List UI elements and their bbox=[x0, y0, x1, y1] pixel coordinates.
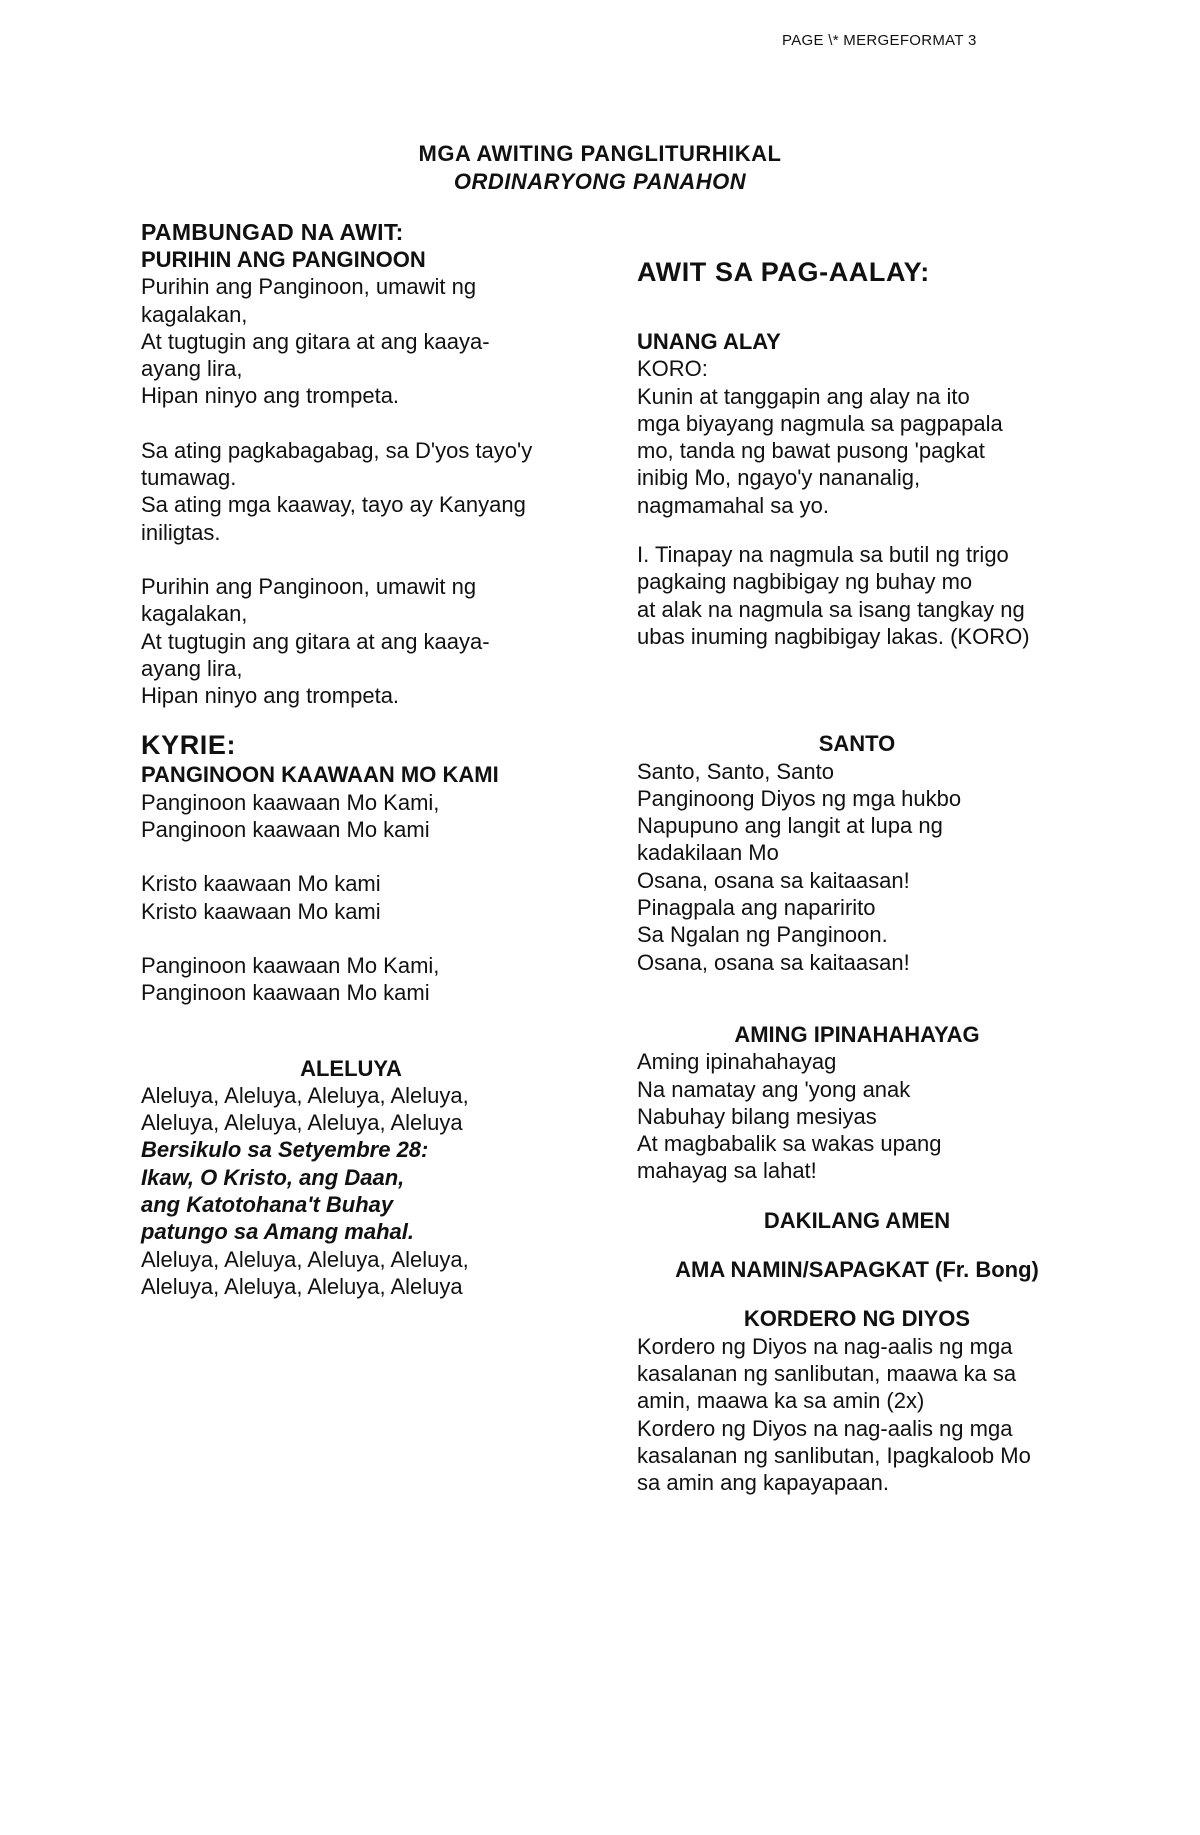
lyric-line: Kunin at tanggapin ang alay na ito bbox=[637, 383, 970, 409]
lyric-line: Panginoon kaawaan Mo kami bbox=[141, 817, 430, 843]
lyric-line: kasalanan ng sanlibutan, Ipagkaloob Mo bbox=[637, 1442, 1031, 1468]
section-title: KORDERO NG DIYOS bbox=[743, 1306, 971, 1332]
section-title: PAMBUNGAD NA AWIT: bbox=[141, 219, 404, 245]
lyric-line: Hipan ninyo ang trompeta. bbox=[141, 683, 400, 709]
lyric-line: Aleluya, Aleluya, Aleluya, Aleluya, bbox=[141, 1246, 469, 1272]
title-line-1: MGA AWITING PANGLITURHIKAL bbox=[418, 141, 782, 166]
lyrics bbox=[637, 1048, 1077, 1184]
lyric-line: Santo, Santo, Santo bbox=[637, 758, 834, 784]
section-title: KYRIE: bbox=[141, 730, 237, 761]
lyrics bbox=[637, 383, 1077, 519]
lyric-line: mo, tanda ng bawat pusong 'pagkat bbox=[637, 438, 985, 464]
lyric-line: Aleluya, Aleluya, Aleluya, Aleluya, bbox=[141, 1082, 469, 1108]
section-title: AWIT SA PAG-AALAY: bbox=[637, 257, 930, 287]
lyric-line: Ikaw, O Kristo, ang Daan, bbox=[141, 1164, 405, 1190]
song-title: PURIHIN ANG PANGINOON bbox=[141, 247, 426, 272]
song-title: UNANG ALAY bbox=[637, 329, 781, 354]
koro-label: KORO: bbox=[637, 356, 708, 382]
lyric-line: inibig Mo, ngayo'y nananalig, bbox=[637, 465, 921, 491]
lyric-line: Panginoon kaawaan Mo Kami, bbox=[141, 789, 440, 815]
section-dakilang-amen: DAKILANG AMEN bbox=[763, 1207, 951, 1233]
lyric-line: Na namatay ang 'yong anak bbox=[637, 1076, 911, 1102]
lyric-line: kasalanan ng sanlibutan, maawa ka sa bbox=[637, 1360, 1017, 1386]
stanza-gap bbox=[141, 410, 561, 437]
lyric-line: kagalakan, bbox=[141, 301, 248, 327]
lyric-line: ayang lira, bbox=[141, 655, 243, 681]
lyrics bbox=[637, 1333, 1077, 1497]
lyric-line: At tugtugin ang gitara at ang kaaya- bbox=[141, 328, 490, 354]
left-column bbox=[141, 218, 561, 1300]
lyrics bbox=[141, 1246, 561, 1301]
lyrics bbox=[141, 789, 561, 1007]
lyric-line: Aleluya, Aleluya, Aleluya, Aleluya bbox=[141, 1110, 463, 1136]
lyric-line: Panginoon kaawaan Mo Kami, bbox=[141, 952, 440, 978]
right-column bbox=[637, 218, 1077, 1496]
stanza-gap bbox=[141, 925, 561, 952]
lyric-line: mga biyayang nagmula sa pagpapala bbox=[637, 410, 1003, 436]
lyric-line: kadakilaan Mo bbox=[637, 840, 779, 866]
section-kyrie bbox=[141, 729, 561, 1006]
lyric-line: mahayag sa lahat! bbox=[637, 1158, 817, 1184]
verse bbox=[141, 1136, 561, 1245]
lyric-line: kagalakan, bbox=[141, 601, 248, 627]
section-ama-namin: AMA NAMIN/SAPAGKAT (Fr. Bong) bbox=[675, 1257, 1039, 1283]
stanza-gap bbox=[141, 843, 561, 870]
lyric-line: Purihin ang Panginoon, umawit ng bbox=[141, 274, 477, 300]
lyric-line: Osana, osana sa kaitaasan! bbox=[637, 949, 910, 975]
lyric-line: iniligtas. bbox=[141, 519, 221, 545]
lyrics bbox=[637, 541, 1077, 650]
section-pambungad bbox=[141, 218, 561, 709]
lyric-line: Sa ating pagkabagabag, sa D'yos tayo'y bbox=[141, 437, 533, 463]
lyric-line: Purihin ang Panginoon, umawit ng bbox=[141, 573, 477, 599]
section-aleluya bbox=[141, 1055, 561, 1301]
lyric-line: Sa ating mga kaaway, tayo ay Kanyang bbox=[141, 492, 526, 518]
lyric-line: Napupuno ang langit at lupa ng bbox=[637, 813, 943, 839]
lyric-line: Panginoong Diyos ng mga hukbo bbox=[637, 785, 962, 811]
lyric-line: Kristo kaawaan Mo kami bbox=[141, 871, 381, 897]
lyric-line: Hipan ninyo ang trompeta. bbox=[141, 383, 400, 409]
lyric-line: Osana, osana sa kaitaasan! bbox=[637, 867, 910, 893]
lyric-line: sa amin ang kapayapaan. bbox=[637, 1470, 889, 1496]
stanza-gap bbox=[141, 546, 561, 573]
lyric-line: Aming ipinahahayag bbox=[637, 1049, 837, 1075]
section-aming bbox=[637, 1021, 1077, 1185]
lyric-line: ubas inuming nagbibigay lakas. (KORO) bbox=[637, 623, 1030, 649]
lyric-line: tumawag. bbox=[141, 465, 237, 491]
lyric-line: nagmamahal sa yo. bbox=[637, 492, 829, 518]
song-title: PANGINOON KAAWAAN MO KAMI bbox=[141, 762, 499, 788]
lyrics bbox=[637, 758, 1077, 976]
lyric-line: Pinagpala ang naparirito bbox=[637, 895, 876, 921]
lyric-line: at alak na nagmula sa isang tangkay ng bbox=[637, 596, 1025, 622]
section-santo bbox=[637, 730, 1077, 976]
lyric-line: pagkaing nagbibigay ng buhay mo bbox=[637, 569, 973, 595]
section-title: SANTO bbox=[818, 731, 896, 757]
lyric-line: I. Tinapay na nagmula sa butil ng trigo bbox=[637, 542, 1009, 568]
lyric-line: ayang lira, bbox=[141, 356, 243, 382]
lyrics bbox=[141, 273, 561, 709]
document-title bbox=[0, 140, 1200, 196]
lyric-line: Panginoon kaawaan Mo kami bbox=[141, 980, 430, 1006]
lyric-line: Aleluya, Aleluya, Aleluya, Aleluya bbox=[141, 1273, 463, 1299]
lyric-line: patungo sa Amang mahal. bbox=[141, 1219, 415, 1245]
lyric-line: ang Katotohana't Buhay bbox=[141, 1192, 394, 1218]
section-pagaalay bbox=[637, 218, 1077, 650]
lyric-line: Nabuhay bilang mesiyas bbox=[637, 1103, 877, 1129]
section-kordero bbox=[637, 1305, 1077, 1496]
lyric-line: At magbabalik sa wakas upang bbox=[637, 1131, 942, 1157]
lyric-line: Sa Ngalan ng Panginoon. bbox=[637, 922, 888, 948]
lyric-line: amin, maawa ka sa amin (2x) bbox=[637, 1388, 925, 1414]
section-title: ALELUYA bbox=[300, 1055, 402, 1081]
lyric-line: Kordero ng Diyos na nag-aalis ng mga bbox=[637, 1415, 1013, 1441]
lyric-line: Kristo kaawaan Mo kami bbox=[141, 898, 381, 924]
page-field-code: PAGE \* MERGEFORMAT 3 bbox=[782, 32, 977, 49]
section-title: AMING IPINAHAHAYAG bbox=[734, 1021, 980, 1047]
lyrics bbox=[141, 1082, 561, 1137]
lyric-line: At tugtugin ang gitara at ang kaaya- bbox=[141, 628, 490, 654]
lyric-line: Kordero ng Diyos na nag-aalis ng mga bbox=[637, 1333, 1013, 1359]
title-line-2: ORDINARYONG PANAHON bbox=[453, 169, 747, 194]
lyric-line: Bersikulo sa Setyembre 28: bbox=[141, 1137, 429, 1163]
